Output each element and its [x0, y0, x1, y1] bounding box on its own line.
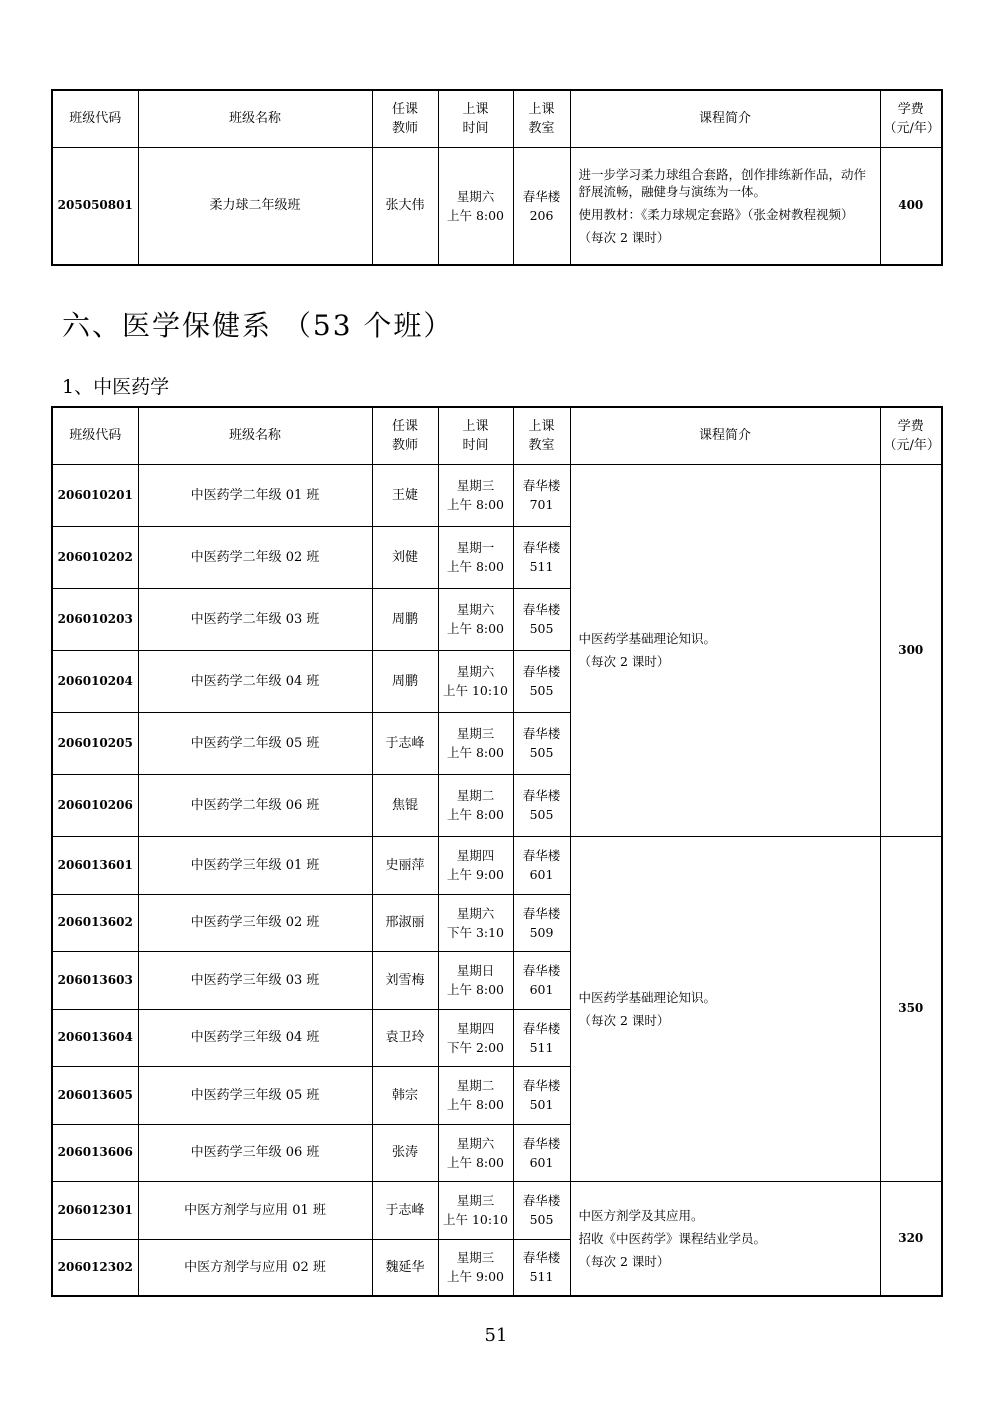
classroom: 春华楼 701	[513, 464, 570, 526]
class-name: 中医药学二年级 06 班	[138, 774, 372, 836]
class-time: 星期二 上午 8:00	[438, 774, 513, 836]
teacher-name: 于志峰	[372, 712, 438, 774]
teacher-name: 于志峰	[372, 1181, 438, 1239]
section-title: 六、医学保健系 （53 个班）	[62, 309, 454, 342]
teacher-name: 周鹏	[372, 588, 438, 650]
course-description	[570, 836, 880, 1181]
classroom: 春华楼 511	[513, 1239, 570, 1296]
header-fee: 学费 （元/年）	[880, 407, 942, 464]
classroom: 春华楼 509	[513, 894, 570, 951]
class-time: 星期三 上午 8:00	[438, 712, 513, 774]
header-room: 上课 教室	[513, 407, 570, 464]
teacher-name: 刘健	[372, 526, 438, 588]
classroom: 春华楼 601	[513, 951, 570, 1009]
class-code: 206010203	[52, 588, 138, 650]
classroom: 春华楼 505	[513, 650, 570, 712]
teacher-name: 史丽萍	[372, 836, 438, 894]
class-time: 星期三 上午 8:00	[438, 464, 513, 526]
classroom: 春华楼 511	[513, 526, 570, 588]
course-table-1	[51, 89, 943, 266]
teacher-name: 张涛	[372, 1124, 438, 1181]
page-number: 51	[484, 1325, 508, 1346]
header-room: 上课 教室	[513, 90, 570, 147]
class-name: 中医药学二年级 04 班	[138, 650, 372, 712]
description-line: （每次 2 课时）	[578, 229, 670, 245]
class-code: 206013602	[52, 894, 138, 951]
class-code: 206010206	[52, 774, 138, 836]
course-table-2	[51, 406, 943, 1297]
class-name: 中医药学三年级 05 班	[138, 1066, 372, 1124]
class-time: 星期日 上午 8:00	[438, 951, 513, 1009]
header-description: 课程简介	[570, 407, 880, 464]
class-code: 206012302	[52, 1239, 138, 1296]
class-name: 中医药学二年级 05 班	[138, 712, 372, 774]
description-line: 中医方剂学及其应用。	[578, 1207, 704, 1223]
course-description	[570, 147, 880, 265]
class-name: 中医方剂学与应用 01 班	[138, 1181, 372, 1239]
class-name: 中医药学二年级 02 班	[138, 526, 372, 588]
class-time: 星期一 上午 8:00	[438, 526, 513, 588]
class-time: 星期四 下午 2:00	[438, 1009, 513, 1066]
classroom: 春华楼 511	[513, 1009, 570, 1066]
class-time: 星期六 下午 3:10	[438, 894, 513, 951]
description-line: 招收《中医药学》课程结业学员。	[578, 1230, 767, 1246]
teacher-name: 袁卫玲	[372, 1009, 438, 1066]
class-code: 206012301	[52, 1181, 138, 1239]
header-time: 上课 时间	[438, 407, 513, 464]
teacher-name: 周鹏	[372, 650, 438, 712]
header-teacher: 任课 教师	[372, 407, 438, 464]
classroom: 春华楼 505	[513, 588, 570, 650]
class-code: 206010202	[52, 526, 138, 588]
description-line: 中医药学基础理论知识。	[578, 631, 717, 646]
class-name: 中医药学三年级 03 班	[138, 951, 372, 1009]
description-line: （每次 2 课时）	[578, 654, 670, 669]
class-time: 星期六 上午 8:00	[438, 147, 513, 265]
classroom: 春华楼 206	[513, 147, 570, 265]
classroom: 春华楼 601	[513, 1124, 570, 1181]
class-name: 中医方剂学与应用 02 班	[138, 1239, 372, 1296]
subsection-title: 1、中医药学	[62, 376, 170, 398]
tuition-fee: 400	[880, 147, 942, 265]
table-row	[52, 836, 942, 894]
header-fee: 学费 （元/年）	[880, 90, 942, 147]
class-time: 星期六 上午 8:00	[438, 588, 513, 650]
teacher-name: 魏延华	[372, 1239, 438, 1296]
header-description: 课程简介	[570, 90, 880, 147]
course-description	[570, 464, 880, 836]
class-time: 星期六 上午 8:00	[438, 1124, 513, 1181]
course-description	[570, 1181, 880, 1296]
tuition-fee: 300	[880, 464, 942, 836]
classroom: 春华楼 501	[513, 1066, 570, 1124]
classroom: 春华楼 505	[513, 1181, 570, 1239]
description-line: 使用教材：《柔力球规定套路》（张金树教程视频）	[578, 206, 854, 222]
class-time: 星期四 上午 9:00	[438, 836, 513, 894]
teacher-name: 邢淑丽	[372, 894, 438, 951]
table-header-row	[52, 90, 942, 147]
class-name: 中医药学三年级 02 班	[138, 894, 372, 951]
class-code: 205050801	[52, 147, 138, 265]
description-line: 进一步学习柔力球组合套路，创作排练新作品，动作舒展流畅，融健身与演练为一体。	[578, 166, 867, 199]
header-code: 班级代码	[52, 407, 138, 464]
class-name: 柔力球二年级班	[138, 147, 372, 265]
description-line: （每次 2 课时）	[578, 1253, 670, 1269]
class-code: 206010204	[52, 650, 138, 712]
table-row	[52, 464, 942, 526]
classroom: 春华楼 505	[513, 774, 570, 836]
table-row	[52, 147, 942, 265]
teacher-name: 张大伟	[372, 147, 438, 265]
teacher-name: 焦锟	[372, 774, 438, 836]
class-time: 星期六 上午 10:10	[438, 650, 513, 712]
class-time: 星期三 上午 9:00	[438, 1239, 513, 1296]
class-name: 中医药学二年级 03 班	[138, 588, 372, 650]
header-name: 班级名称	[138, 407, 372, 464]
class-name: 中医药学二年级 01 班	[138, 464, 372, 526]
class-code: 206013605	[52, 1066, 138, 1124]
teacher-name: 韩宗	[372, 1066, 438, 1124]
description-line: （每次 2 课时）	[578, 1012, 670, 1028]
class-name: 中医药学三年级 01 班	[138, 836, 372, 894]
header-teacher: 任课 教师	[372, 90, 438, 147]
header-time: 上课 时间	[438, 90, 513, 147]
class-code: 206013606	[52, 1124, 138, 1181]
class-name: 中医药学三年级 04 班	[138, 1009, 372, 1066]
description-line: 中医药学基础理论知识。	[578, 989, 717, 1005]
class-time: 星期三 上午 10:10	[438, 1181, 513, 1239]
class-code: 206013603	[52, 951, 138, 1009]
class-code: 206013604	[52, 1009, 138, 1066]
teacher-name: 刘雪梅	[372, 951, 438, 1009]
classroom: 春华楼 505	[513, 712, 570, 774]
tuition-fee: 320	[880, 1181, 942, 1296]
class-time: 星期二 上午 8:00	[438, 1066, 513, 1124]
table-row	[52, 1181, 942, 1239]
class-code: 206010205	[52, 712, 138, 774]
tuition-fee: 350	[880, 836, 942, 1181]
teacher-name: 王婕	[372, 464, 438, 526]
header-code: 班级代码	[52, 90, 138, 147]
class-name: 中医药学三年级 06 班	[138, 1124, 372, 1181]
classroom: 春华楼 601	[513, 836, 570, 894]
class-code: 206010201	[52, 464, 138, 526]
table-header-row	[52, 407, 942, 464]
header-name: 班级名称	[138, 90, 372, 147]
class-code: 206013601	[52, 836, 138, 894]
